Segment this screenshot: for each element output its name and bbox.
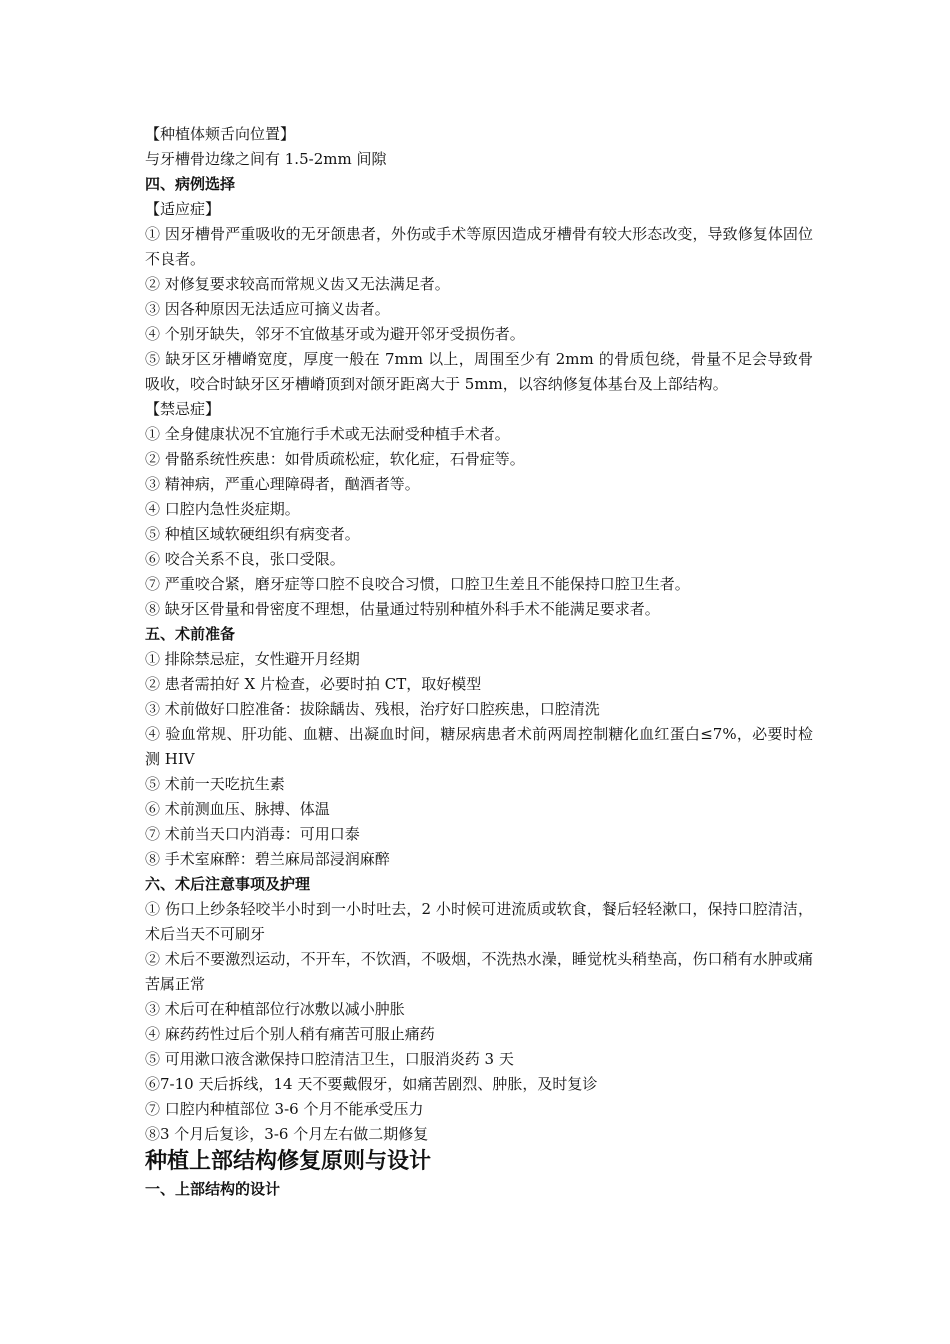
list-item: ⑥ 咬合关系不良，张口受限。: [145, 550, 345, 568]
document-page: [145, 122, 813, 1202]
section-title: 四、病例选择: [145, 175, 236, 193]
list-item: ③ 因各种原因无法适应可摘义齿者。: [145, 300, 390, 318]
list-item: ② 骨骼系统性疾患：如骨质疏松症，软化症，石骨症等。: [145, 450, 525, 468]
list-item: ⑤ 种植区域软硬组织有病变者。: [145, 525, 360, 543]
list-item: ① 排除禁忌症，女性避开月经期: [145, 650, 360, 668]
list-item: ② 患者需拍好 X 片检查，必要时拍 CT，取好模型: [145, 675, 482, 693]
list-item: ② 术后不要激烈运动，不开车，不饮酒，不吸烟，不洗热水澡，睡觉枕头稍垫高，伤口稍有水肿或痛苦属正常: [145, 950, 813, 993]
list-item: ③ 术前做好口腔准备：拔除龋齿、残根，治疗好口腔疾患，口腔清洗: [145, 700, 600, 718]
list-item: ⑤ 缺牙区牙槽嵴宽度，厚度一般在 7mm 以上，周围至少有 2mm 的骨质包绕，骨量不足会导致骨吸收，咬合时缺牙区牙槽嵴顶到对颌牙距离大于 5mm，以容纳修复体基台及上部结构。: [145, 350, 813, 393]
list-item: ⑦ 术前当天口内消毒：可用口泰: [145, 825, 360, 843]
list-item: ⑤ 可用漱口液含漱保持口腔清洁卫生，口服消炎药 3 天: [145, 1050, 514, 1068]
list-item: ⑧ 手术室麻醉：碧兰麻局部浸润麻醉: [145, 850, 390, 868]
list-item: ⑥ 术前测血压、脉搏、体温: [145, 800, 330, 818]
subsection-heading: 【适应症】: [145, 200, 221, 218]
list-item: ④ 验血常规、肝功能、血糖、出凝血时间，糖尿病患者术前两周控制糖化血红蛋白≤7%，必要时检测 HIV: [145, 725, 813, 768]
list-item: ① 伤口上纱条轻咬半小时到一小时吐去，2 小时候可进流质或软食，餐后轻轻漱口，保持口腔清洁，术后当天不可刷牙: [145, 900, 813, 943]
section-heading: 【种植体颊舌向位置】: [145, 125, 296, 143]
list-item: ③ 精神病，严重心理障碍者，酗酒者等。: [145, 475, 420, 493]
paragraph: 与牙槽骨边缘之间有 1.5-2mm 间隙: [145, 150, 387, 168]
list-item: ④ 个别牙缺失，邻牙不宜做基牙或为避开邻牙受损伤者。: [145, 325, 525, 343]
list-item: ⑥7-10 天后拆线，14 天不要戴假牙，如痛苦剧烈、肿胀，及时复诊: [145, 1075, 598, 1093]
list-item: ⑦ 口腔内种植部位 3-6 个月不能承受压力: [145, 1100, 424, 1118]
list-item: ① 全身健康状况不宜施行手术或无法耐受种植手术者。: [145, 425, 510, 443]
subsection-heading: 【禁忌症】: [145, 400, 221, 418]
list-item: ③ 术后可在种植部位行冰敷以减小肿胀: [145, 1000, 405, 1018]
section-title: 六、术后注意事项及护理: [145, 875, 311, 893]
chapter-title: 种植上部结构修复原则与设计: [145, 1149, 432, 1174]
list-item: ④ 口腔内急性炎症期。: [145, 500, 300, 518]
list-item: ⑧3 个月后复诊，3-6 个月左右做二期修复: [145, 1125, 429, 1143]
list-item: ⑧ 缺牙区骨量和骨密度不理想，估量通过特别种植外科手术不能满足要求者。: [145, 600, 660, 618]
list-item: ⑤ 术前一天吃抗生素: [145, 775, 285, 793]
section-title: 五、术前准备: [145, 625, 236, 643]
section-title: 一、上部结构的设计: [145, 1180, 281, 1198]
list-item: ⑦ 严重咬合紧，磨牙症等口腔不良咬合习惯，口腔卫生差且不能保持口腔卫生者。: [145, 575, 690, 593]
list-item: ④ 麻药药性过后个别人稍有痛苦可服止痛药: [145, 1025, 435, 1043]
list-item: ① 因牙槽骨严重吸收的无牙颌患者，外伤或手术等原因造成牙槽骨有较大形态改变，导致修复体固位不良者。: [145, 225, 813, 268]
list-item: ② 对修复要求较高而常规义齿又无法满足者。: [145, 275, 450, 293]
